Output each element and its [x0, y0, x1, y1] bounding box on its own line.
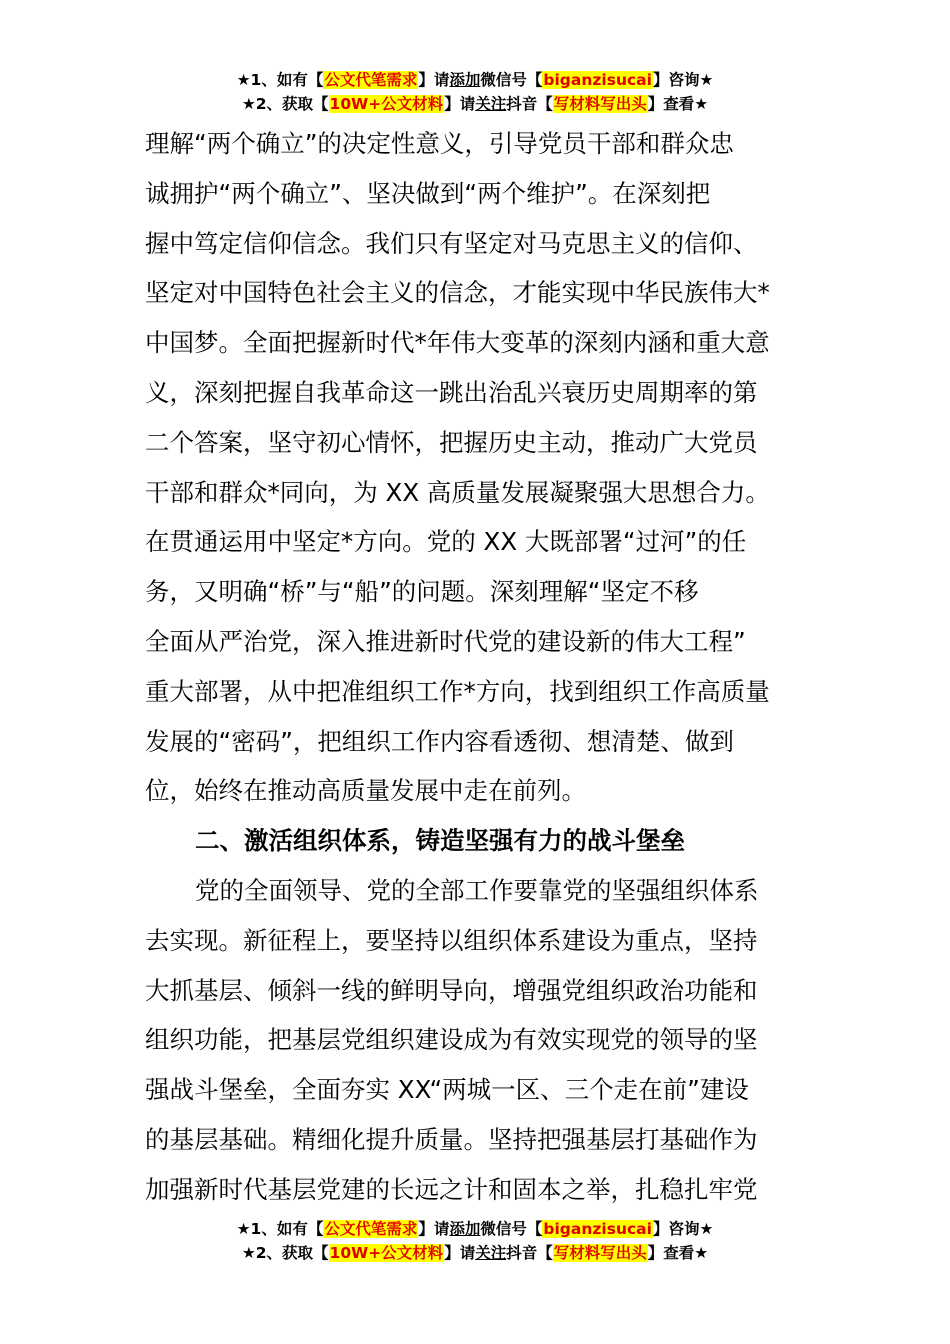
banner-text: 抖音【	[506, 95, 553, 113]
banner-text: 】请	[418, 71, 450, 89]
body-line: 在贯通运用中坚定*方向。党的 XX 大既部署“过河”的任	[145, 527, 747, 557]
banner-highlight: 写材料写出头	[553, 95, 647, 113]
document-body	[145, 119, 805, 1215]
banner-text: 抖音【	[506, 1244, 553, 1262]
banner-line-1	[0, 1217, 950, 1241]
body-line: 务，又明确“桥”与“船”的问题。深刻理解“坚定不移	[145, 577, 699, 607]
banner-underline: 添加	[449, 1220, 481, 1238]
banner-text: 】请	[444, 95, 476, 113]
banner-highlight: 10W+公文材料	[329, 1244, 444, 1262]
banner-text: 】请	[444, 1244, 476, 1262]
banner-text: 】查看★	[647, 95, 709, 113]
banner-underline: 关注	[475, 95, 507, 113]
banner-text: 】查看★	[647, 1244, 709, 1262]
body-line: 坚定对中国特色社会主义的信念，才能实现中华民族伟大*	[145, 278, 770, 308]
banner-underline: 关注	[475, 1244, 507, 1262]
body-line: 二个答案，坚守初心情怀，把握历史主动，推动广大党员	[145, 427, 758, 457]
banner-line-2	[0, 92, 950, 116]
banner-text: 】咨询★	[652, 71, 714, 89]
body-line: 大抓基层、倾斜一线的鲜明导向，增强党组织政治功能和	[145, 975, 758, 1005]
body-line: 加强新时代基层党建的长远之计和固本之举，扎稳扎牢党	[145, 1174, 758, 1204]
body-line: 干部和群众*同向，为 XX 高质量发展凝聚强大思想合力。	[145, 477, 770, 507]
banner-line-2	[0, 1241, 950, 1265]
header-banner	[0, 68, 950, 116]
body-line: 位，始终在推动高质量发展中走在前列。	[145, 776, 586, 806]
body-line: 强战斗堡垒，全面夯实 XX“两城一区、三个走在前”建设	[145, 1075, 749, 1105]
body-line: 发展的“密码”，把组织工作内容看透彻、想清楚、做到	[145, 726, 734, 756]
banner-text: 微信号【	[480, 71, 543, 89]
footer-banner	[0, 1217, 950, 1265]
banner-underline: 添加	[449, 71, 481, 89]
banner-text: ★2、获取【	[241, 1244, 329, 1262]
body-line: 诚拥护“两个确立”、坚决做到“两个维护”。在深刻把	[145, 178, 711, 208]
banner-highlight: biganzisucai	[543, 71, 652, 89]
banner-highlight: 10W+公文材料	[329, 95, 444, 113]
banner-line-1	[0, 68, 950, 92]
banner-text: 】咨询★	[652, 1220, 714, 1238]
body-line: 党的全面领导、党的全部工作要靠党的坚强组织体系	[195, 875, 759, 905]
banner-highlight: 公文代笔需求	[324, 71, 418, 89]
banner-highlight: biganzisucai	[543, 1220, 652, 1238]
banner-text: ★1、如有【	[236, 71, 324, 89]
banner-text: ★1、如有【	[236, 1220, 324, 1238]
banner-text: 】请	[418, 1220, 450, 1238]
body-line: 全面从严治党，深入推进新时代党的建设新的伟大工程”	[145, 626, 746, 656]
body-line: 握中笃定信仰信念。我们只有坚定对马克思主义的信仰、	[145, 228, 758, 258]
body-line: 义，深刻把握自我革命这一跳出治乱兴衰历史周期率的第	[145, 377, 758, 407]
banner-highlight: 写材料写出头	[553, 1244, 647, 1262]
body-line: 中国梦。全面把握新时代*年伟大变革的深刻内涵和重大意	[145, 328, 770, 358]
banner-highlight: 公文代笔需求	[324, 1220, 418, 1238]
banner-text: 微信号【	[480, 1220, 543, 1238]
banner-text: ★2、获取【	[241, 95, 329, 113]
body-line: 理解“两个确立”的决定性意义，引导党员干部和群众忠	[145, 129, 734, 158]
body-line: 重大部署，从中把准组织工作*方向，找到组织工作高质量	[145, 676, 770, 706]
body-line: 组织功能，把基层党组织建设成为有效实现党的领导的坚	[145, 1025, 758, 1055]
section-heading: 二、激活组织体系，铸造坚强有力的战斗堡垒	[195, 826, 685, 856]
body-line: 去实现。新征程上，要坚持以组织体系建设为重点，坚持	[145, 925, 758, 955]
body-line: 的基层基础。精细化提升质量。坚持把强基层打基础作为	[145, 1124, 758, 1154]
